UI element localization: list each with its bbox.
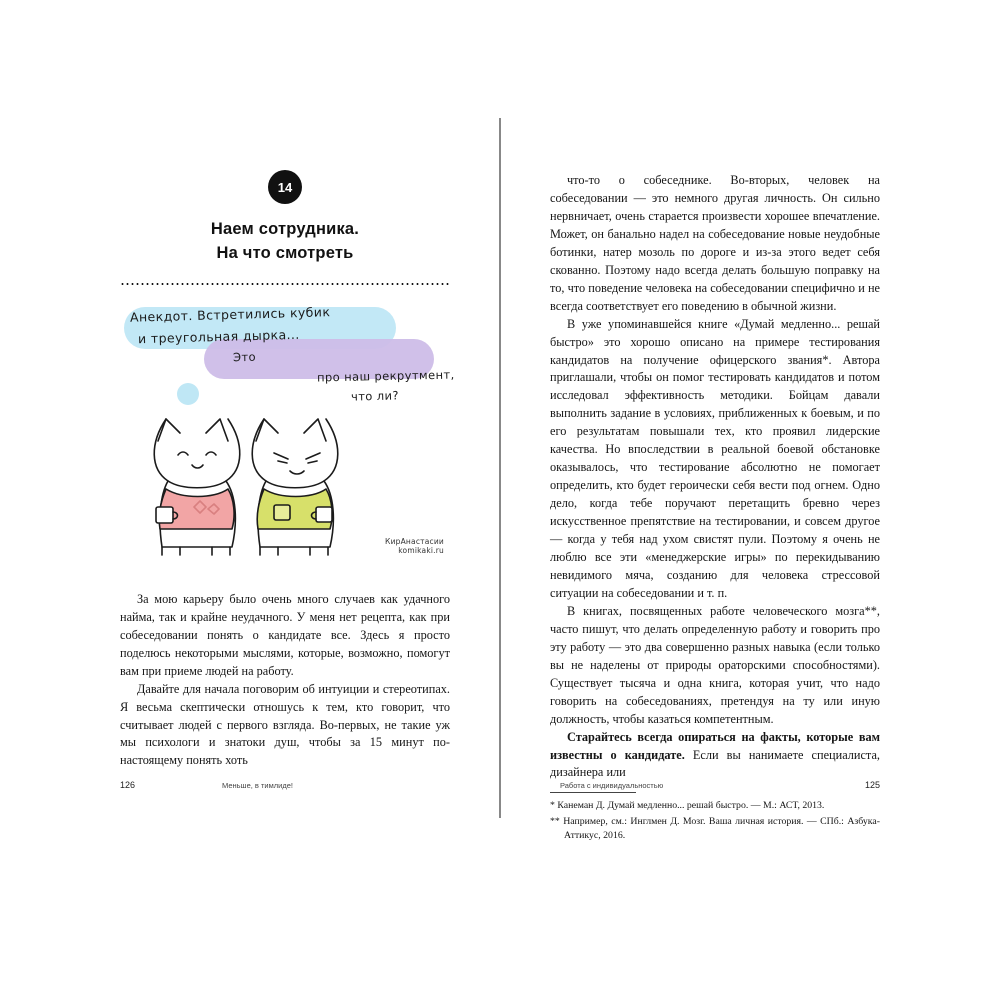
- chapter-title: [120, 218, 450, 266]
- artist-signature-site: komikaki.ru: [398, 546, 444, 556]
- paragraph: В книгах, посвященных работе человеческого мозга**, часто пишут, что делать определенную работу и говорить про эту работу — это два совершенно разных навыка (если только вы не наделены от природы ораторскими способностями). Существует тысяча и одна книга, которая учит, что надо говорить на собеседованиях, претендуя на ту или иную должность, чтобы казаться компетентным.: [550, 603, 880, 726]
- chapter-title-line-1: Наем сотрудника.: [210, 220, 360, 238]
- illustration: [120, 291, 455, 581]
- book-spread: [60, 118, 940, 842]
- artist-signature: [385, 537, 444, 556]
- handwriting-line-5: что ли?: [350, 388, 400, 404]
- right-page: [500, 118, 940, 842]
- chapter-number-badge: 14: [268, 170, 302, 204]
- left-page: [60, 118, 500, 818]
- left-page-body: [120, 591, 450, 771]
- spread-gutter: [500, 118, 501, 818]
- paragraph: что-то о собеседнике. Во-вторых, человек на собеседовании — это немного другая личность. Он сильно нервничает, очень старается произвести хорошее впечатление. Может, он банально надел на собеседование новые неудобные ботинки, натер мозоль по дороге и из-за этого ведет себя скованно. Поэтому надо всегда делать большую поправку на то, что поведение человека на собеседовании специфично и не всегда соответствует его поведению в обычной жизни.: [550, 173, 880, 313]
- footnotes: [550, 799, 880, 843]
- footnote-item: * Канеман Д. Думай медленно... решай быстро. — М.: АСТ, 2013.: [550, 800, 825, 812]
- handwriting-line-3: Это: [232, 349, 257, 365]
- footnote-item: ** Например, см.: Инглмен Д. Мозг. Ваша личная история. — СПб.: Азбука-Аттикус, 2016.: [550, 816, 880, 842]
- running-head-left: Меньше, в тимлиде!: [222, 781, 293, 790]
- page-number-left: 126: [120, 780, 136, 790]
- paragraph: За мою карьеру было очень много случаев как удачного найма, так и крайне неудачного. У меня нет рецепта, как при собеседовании понять о кандидате все. Здесь я просто поделюсь некоторыми мыслями, которые, возможно, помогут вам при приеме людей на работу.: [120, 591, 450, 678]
- paragraph: В уже упоминавшейся книге «Думай медленно... решай быстро» это хорошо описано на примере тестирования кандидатов на получение офицерского звания*. Автора приглашали, чтобы он помог тестировать кандидатов и потом исследовал эффективность методики. Бойцам давали выполнить задание в условиях, приближенных к боевым, и по его результатам повышали тех, кто проявил лидерские качества. Но впоследствии в реальной боевой обстановке оказывалось, что тестирование абсолютно не помогает определить, кто будет героически себя вести под огнем. Одно дело, когда тебе поручают перетащить бревно через искусственное препятствие на тестировании, и совсем другое — когда у тебя над ухом свистят пули. Поэтому я очень не люблю все эти «менеджерские игры» по перекидыванию невидимого мяча, созданию для человека стрессовой ситуации на собеседовании и т. п.: [550, 316, 880, 600]
- handwriting-line-1: Анекдот. Встретились кубик: [129, 304, 331, 325]
- handwriting-line-2: и треугольная дырка...: [137, 326, 300, 347]
- right-page-body: [550, 172, 880, 845]
- chapter-title-line-2: На что смотреть: [216, 243, 354, 262]
- artist-signature-name: КирАнастасии: [385, 536, 444, 546]
- cats-illustration-icon: [120, 395, 450, 560]
- left-page-content: [120, 118, 455, 818]
- paragraph-with-bold-lead: [550, 729, 880, 783]
- dotted-divider: [120, 283, 450, 285]
- footnote-rule: [550, 792, 636, 793]
- page-number-right: 125: [864, 780, 880, 790]
- paragraph: Давайте для начала поговорим об интуиции и стереотипах. Я весьма скептически отношусь к тем, кто говорит, что считывает людей с первого взгляда. Во-первых, не такие уж мы психологи и знатоки душ, чтобы за 15 минут по-настоящему понять хоть: [120, 681, 450, 768]
- paragraph-tail: Если вы нанимаете специалиста, дизайнера или: [550, 747, 880, 780]
- bold-lead-text: Старайтесь всегда опираться на факты, которые вам известны о кандидате.: [550, 729, 880, 762]
- handwriting-line-4: про наш рекрутмент,: [316, 367, 455, 385]
- running-head-right: Работа с индивидуальностью: [560, 781, 664, 790]
